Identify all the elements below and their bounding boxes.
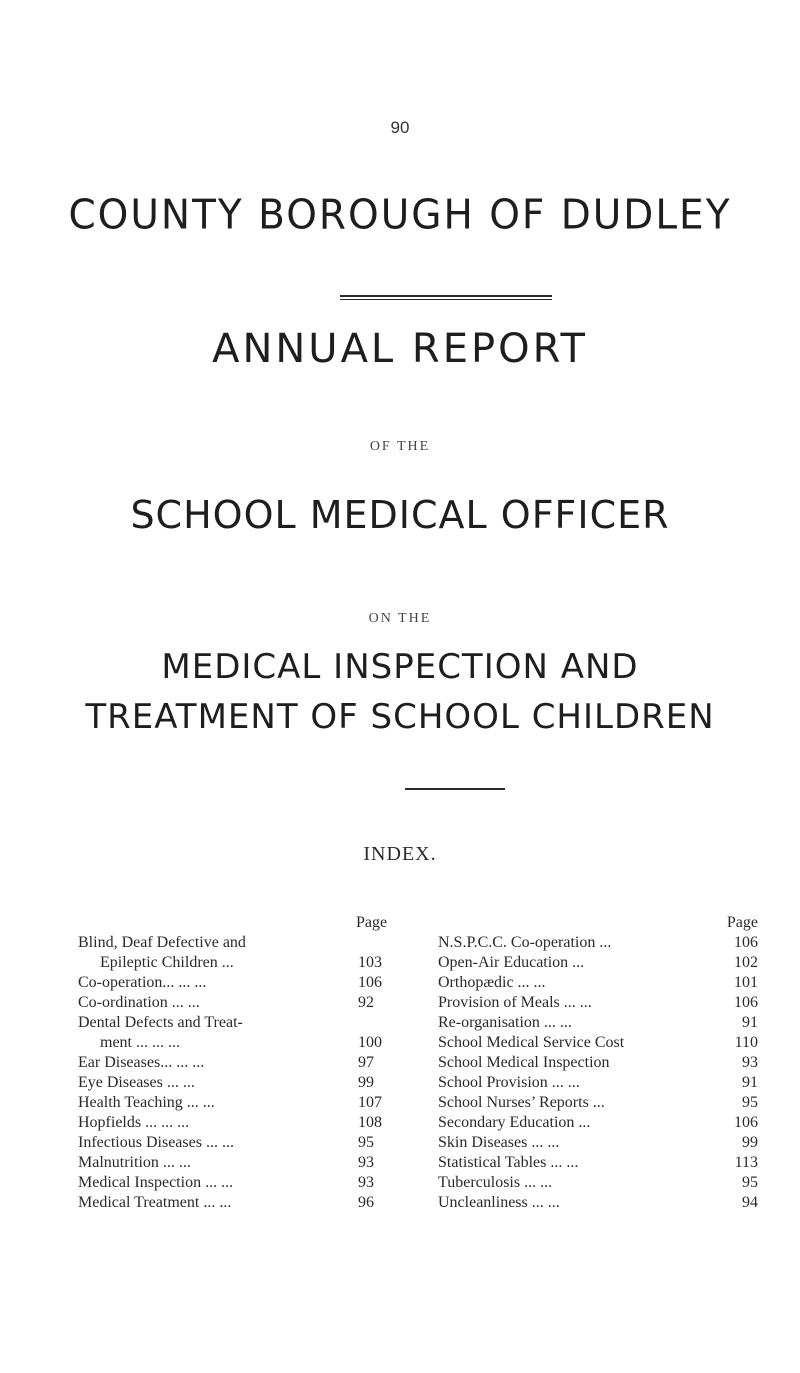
index-entry <box>438 1173 758 1193</box>
index-entry <box>78 953 408 973</box>
index-entry <box>78 993 408 1013</box>
index-entry <box>438 933 758 953</box>
index-entry <box>78 1093 408 1113</box>
index-entry <box>438 1093 758 1113</box>
index-entry-label: School Provision ... ... <box>438 1074 580 1091</box>
index-entry-page: 93 <box>742 1054 758 1071</box>
index-entry <box>438 1013 758 1033</box>
index-entry-page: 95 <box>742 1094 758 1111</box>
index-entry <box>78 1133 408 1153</box>
on-the-text: ON THE <box>368 611 432 626</box>
index-entry-page: 93 <box>358 1154 374 1171</box>
index-entry-page: 101 <box>734 974 758 991</box>
index-entry-page: 97 <box>358 1054 374 1071</box>
index-entry-label: Uncleanliness ... ... <box>438 1194 560 1211</box>
index-entry <box>78 1053 408 1073</box>
of-the-text: OF THE <box>369 439 431 454</box>
index-entry <box>78 1013 408 1033</box>
index-entry <box>438 973 758 993</box>
index-entry-page: 110 <box>734 1034 758 1051</box>
index-entry <box>78 973 408 993</box>
index-entry-page: 103 <box>358 954 382 971</box>
index-entry-label: Co-ordination ... ... <box>78 994 200 1011</box>
section-rule <box>405 788 505 790</box>
index-entry-label: Malnutrition ... ... <box>78 1154 191 1171</box>
index-entry <box>438 1073 758 1093</box>
index-entry-page: 93 <box>358 1174 374 1191</box>
index-entry-label: Infectious Diseases ... ... <box>78 1134 234 1151</box>
index-entry-label: Epileptic Children ... <box>100 954 234 971</box>
index-entry <box>438 1133 758 1153</box>
subject-line-1: MEDICAL INSPECTION AND <box>161 647 639 687</box>
index-entry <box>438 1113 758 1133</box>
index-entry-label: School Nurses’ Reports ... <box>438 1094 605 1111</box>
index-entry-label: Statistical Tables ... ... <box>438 1154 579 1171</box>
index-entry-page: 106 <box>358 974 382 991</box>
index-entry-page: 91 <box>742 1014 758 1031</box>
index-entry-label: Health Teaching ... ... <box>78 1094 215 1111</box>
index-entry <box>78 1193 408 1213</box>
index-entry-page: 107 <box>358 1094 382 1111</box>
index-entry-page: 92 <box>358 994 374 1011</box>
index-entry-page: 99 <box>742 1134 758 1151</box>
index-entry-label: Skin Diseases ... ... <box>438 1134 560 1151</box>
index-list-left <box>78 933 408 1213</box>
index-entry-page: 91 <box>742 1074 758 1091</box>
index-entry-label: Orthopædic ... ... <box>438 974 546 991</box>
borough-title: COUNTY BOROUGH OF DUDLEY <box>68 191 732 240</box>
report-title: ANNUAL REPORT <box>212 326 588 372</box>
index-entry-label: Hopfields ... ... ... <box>78 1114 190 1131</box>
index-entry-label: School Medical Service Cost <box>438 1034 625 1051</box>
index-entry <box>438 953 758 973</box>
index-entry <box>438 993 758 1013</box>
index-entry-label: Eye Diseases ... ... <box>78 1074 195 1091</box>
index-entry-label: Blind, Deaf Defective and <box>78 934 246 951</box>
page-number: 90 <box>390 118 410 137</box>
index-entry-page: 106 <box>734 934 758 951</box>
index-entry-page: 95 <box>358 1134 374 1151</box>
title-rule <box>340 295 552 297</box>
index-entry-page: 100 <box>358 1034 382 1051</box>
index-entry-label: School Medical Inspection <box>438 1054 610 1071</box>
index-entry-label: Dental Defects and Treat- <box>78 1014 243 1031</box>
page-column-header: Page <box>356 914 388 931</box>
index-title: INDEX. <box>363 843 437 865</box>
index-entry <box>438 1033 758 1053</box>
index-entry-page: 102 <box>734 954 758 971</box>
index-entry-label: ment ... ... ... <box>100 1034 180 1051</box>
index-entry-label: Secondary Education ... <box>438 1114 591 1131</box>
index-list-right <box>438 933 758 1213</box>
index-entry-label: Medical Inspection ... ... <box>78 1174 234 1191</box>
index-entry-label: Provision of Meals ... ... <box>438 994 592 1011</box>
index-column-left <box>78 914 408 1214</box>
index-entry <box>78 1153 408 1173</box>
index-entry-label: Medical Treatment ... ... <box>78 1194 232 1211</box>
index-entry-label: Open-Air Education ... <box>438 954 585 971</box>
index-entry <box>438 1053 758 1073</box>
index-entry <box>438 1153 758 1173</box>
index-entry-page: 99 <box>358 1074 374 1091</box>
index-entry-page: 106 <box>734 1114 758 1131</box>
title-rule-thin <box>340 299 552 300</box>
subject-line-2: TREATMENT OF SCHOOL CHILDREN <box>85 697 715 737</box>
officer-title: SCHOOL MEDICAL OFFICER <box>130 493 670 537</box>
index-entry <box>78 1073 408 1093</box>
index-entry-page: 106 <box>734 994 758 1011</box>
index-entry-page: 108 <box>358 1114 382 1131</box>
index-entry-page: 113 <box>734 1154 758 1171</box>
index-entry-page: 96 <box>358 1194 374 1211</box>
index-entry <box>78 933 408 953</box>
index-entry-label: Tuberculosis ... ... <box>438 1174 553 1191</box>
index-entry <box>78 1113 408 1133</box>
index-entry-label: Re-organisation ... ... <box>438 1014 572 1031</box>
index-entry-label: Ear Diseases... ... ... <box>78 1054 205 1071</box>
index-entry-page: 94 <box>742 1194 758 1211</box>
page-column-header: Page <box>726 914 758 931</box>
index-entry-label: N.S.P.C.C. Co-operation ... <box>438 934 612 951</box>
index-entry <box>438 1193 758 1213</box>
index-column-right <box>438 914 758 1214</box>
index-entry-label: Co-operation... ... ... <box>78 974 207 991</box>
index-entry <box>78 1173 408 1193</box>
index-entry <box>78 1033 408 1053</box>
index-entry-page: 95 <box>742 1174 758 1191</box>
